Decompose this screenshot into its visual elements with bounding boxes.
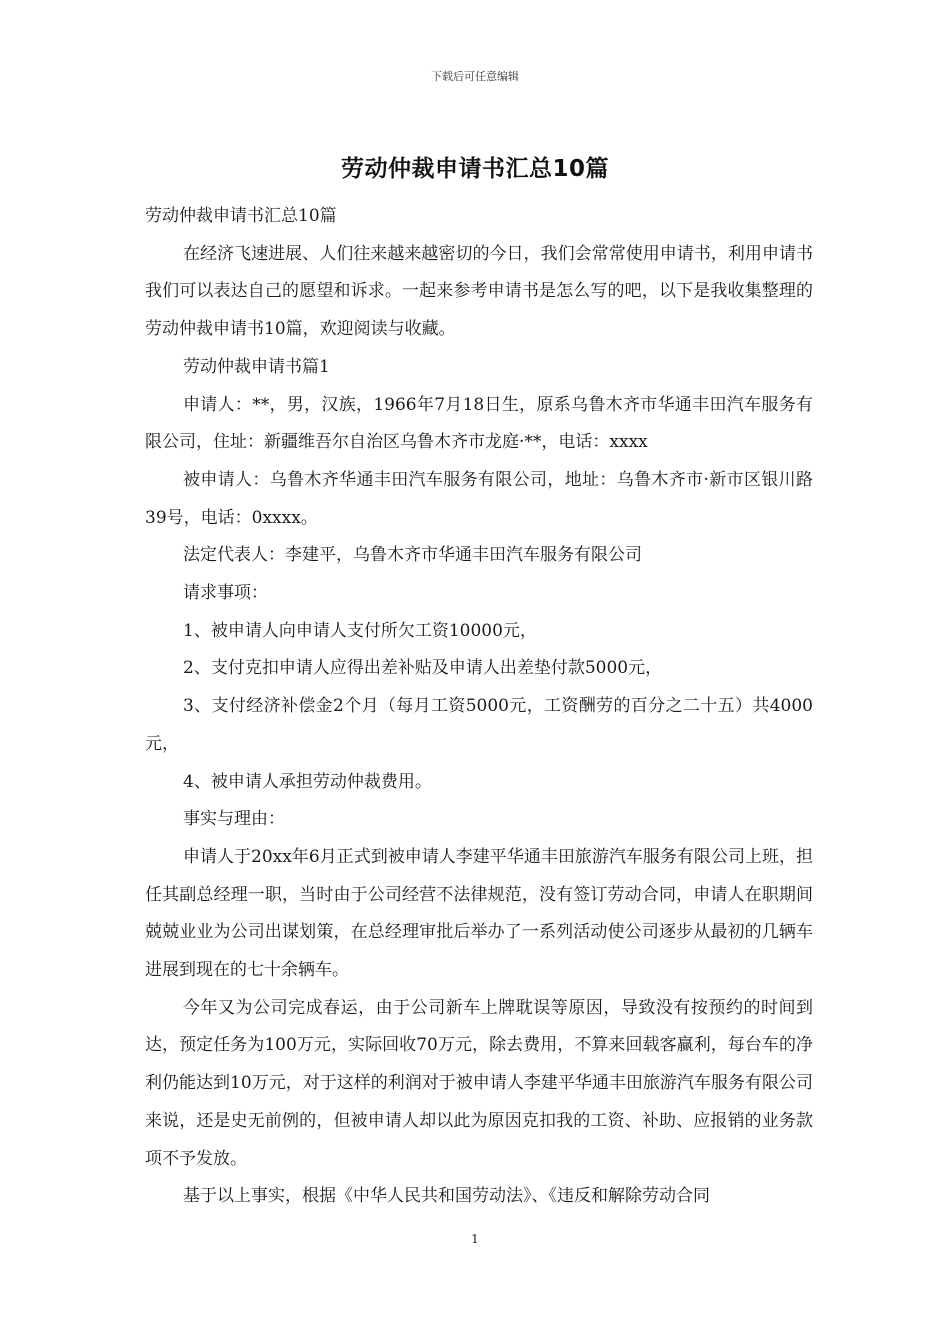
section-heading: 劳动仲裁申请书篇1 [183, 356, 330, 377]
request-item: 4、被申请人承担劳动仲裁费用。 [183, 771, 432, 792]
facts-paragraph: 今年又为公司完成春运，由于公司新车上牌耽误等原因，导致没有按预约的时间到达，预定任务为100万元，实际回收70万元，除去费用，不算来回载客赢利，每台车的净利仍能达到10万元，对于这样的利润对于被申请人李建平华通丰田旅游汽车服务有限公司来说，还是史无前例的，但被申请人却以此为原因克扣我的工资、补助、应报销的业务款项不予发放。 [145, 997, 813, 1169]
subtitle-paragraph: 劳动仲裁申请书汇总10篇 [145, 206, 337, 226]
intro-paragraph: 在经济飞速进展、人们往来越来越密切的今日，我们会常常使用申请书，利用申请书我们可以表达自己的愿望和诉求。一起来参考申请书是怎么写的吧，以下是我收集整理的劳动仲裁申请书10篇，欢迎阅读与收藏。 [145, 243, 813, 340]
facts-heading: 事实与理由： [183, 809, 285, 830]
legal-rep-paragraph: 法定代表人：李建平，乌鲁木齐市华通丰田汽车服务有限公司 [183, 545, 642, 566]
requests-heading: 请求事项： [183, 583, 268, 604]
respondent-paragraph: 被申请人：乌鲁木齐华通丰田汽车服务有限公司，地址：乌鲁木齐市·新市区银川路39号，电话：0xxxx。 [145, 469, 813, 528]
request-item: 3、支付经济补偿金2个月（每月工资5000元，工资酬劳的百分之二十五）共4000元， [145, 696, 813, 754]
applicant-paragraph: 申请人：**，男，汉族，1966年7月18日生，原系乌鲁木齐市华通丰田汽车服务有限公司，住址：新疆维吾尔自治区乌鲁木齐市龙庭·**，电话：xxxx [145, 394, 813, 453]
request-item: 2、支付克扣申请人应得出差补贴及申请人出差垫付款5000元， [183, 658, 663, 679]
page-number: 1 [471, 1232, 479, 1246]
request-item: 1、被申请人向申请人支付所欠工资10000元， [183, 620, 537, 641]
facts-paragraph: 申请人于20xx年6月正式到被申请人李建平华通丰田旅游汽车服务有限公司上班，担任其副总经理一职，当时由于公司经营不法律规范，没有签订劳动合同，申请人在职期间兢兢业业为公司出谋划策，在总经理审批后举办了一系列活动使公司逐步从最初的几辆车进展到现在的七十余辆车。 [145, 846, 813, 981]
basis-paragraph: 基于以上事实，根据《中华人民共和国劳动法》、《违反和解除劳动合同 [183, 1186, 710, 1207]
document-body [145, 198, 813, 1216]
header-note: 下载后可任意编辑 [431, 70, 519, 83]
document-title: 劳动仲裁申请书汇总10篇 [340, 156, 609, 182]
